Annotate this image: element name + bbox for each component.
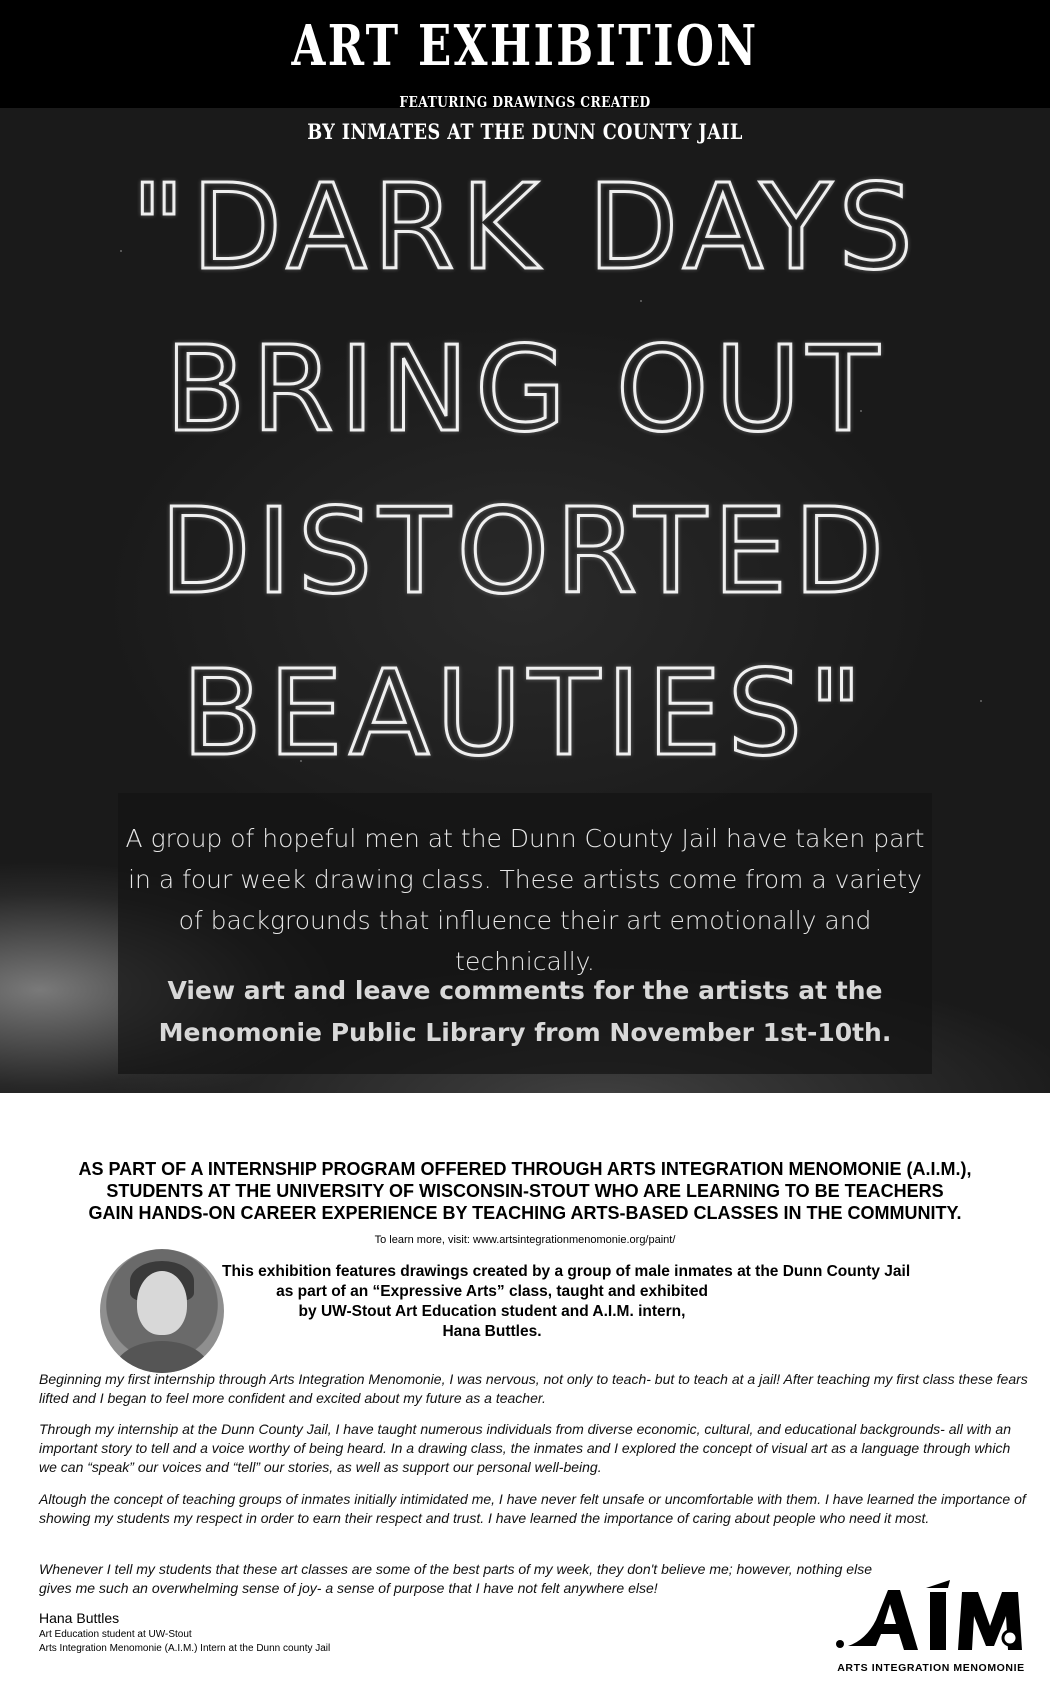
signature-line-2: Arts Integration Menomonie (A.I.M.) Intern at the Dunn county Jail: [39, 1643, 331, 1654]
paragraph-3: Altough the concept of teaching groups of inmates initially intimidated me, I have never felt unsafe or uncomfortable with them. I have learned the importance of showing my students my respect in order to earn their respect and trust. I have learned the importance of caring about people who need it most.: [39, 1491, 1026, 1526]
paragraph-1: Beginning my first internship through Arts Integration Menomonie, I was nervous, not only to teach- but to teach at a jail! After teaching my first class these fears lifted and I began to feel more confident and excited about my future as a teacher.: [39, 1371, 1028, 1406]
quote-line-4: BEAUTIES": [181, 644, 869, 782]
quote-line-1: "DARK DAYS: [131, 158, 919, 296]
quote-line-2: BRING OUT: [164, 320, 886, 458]
paragraph-2: Through my internship at the Dunn County Jail, I have taught numerous individuals from diverse economic, cultural, and educational backgrounds- all with an important story to tell and a voice worthy of being heard. In a drawing class, the inmates and I explored the concept of visual art as a language through which we can “speak” our voices and “tell” our stories, as well as support our personal well-being.: [39, 1421, 1011, 1475]
portrait-face: [137, 1271, 187, 1335]
signature-line-1: Art Education student at UW-Stout: [39, 1629, 192, 1640]
subtitle-line-1: FEATURING DRAWINGS CREATED: [399, 93, 651, 111]
exhibit-note: [222, 1262, 911, 1342]
portrait-body: [114, 1341, 210, 1373]
exhibit-line-2: as part of an “Expressive Arts” class, taught and exhibited: [276, 1283, 708, 1300]
description-text: A group of hopeful men at the Dunn County Jail have taken part in a four week drawing class. These artists come from a variety of backgrounds that influence their art emotionally and technically.: [125, 824, 925, 976]
dust-speck: [640, 300, 642, 302]
logo-caption: ARTS INTEGRATION MENOMONIE: [837, 1662, 1025, 1674]
exhibit-line-4: Hana Buttles.: [442, 1323, 542, 1340]
program-line-1: AS PART OF A INTERNSHIP PROGRAM OFFERED THROUGH ARTS INTEGRATION MENOMONIE (A.I.M.),: [78, 1159, 972, 1179]
quote-line-3: DISTORTED: [159, 482, 891, 620]
program-line-3: GAIN HANDS-ON CAREER EXPERIENCE BY TEACHING ARTS-BASED CLASSES IN THE COMMUNITY.: [88, 1203, 962, 1223]
signature-name: Hana Buttles: [39, 1610, 120, 1626]
subtitle-line-2: BY INMATES AT THE DUNN COUNTY JAIL: [307, 119, 743, 144]
call-to-action: View art and leave comments for the artists at the Menomonie Public Library from November 1st-10th.: [158, 976, 892, 1047]
exhibit-line-1: This exhibition features drawings created by a group of male inmates at the Dunn County Jail: [222, 1263, 911, 1280]
program-statement: [0, 1158, 1050, 1224]
page-title: ART EXHIBITION: [291, 13, 759, 79]
program-line-2: STUDENTS AT THE UNIVERSITY OF WISCONSIN-STOUT WHO ARE LEARNING TO BE TEACHERS: [106, 1181, 944, 1201]
exhibit-line-3: by UW-Stout Art Education student and A.I.M. intern,: [298, 1303, 686, 1320]
learn-more-text: To learn more, visit: www.artsintegrationmenomonie.org/paint/: [374, 1234, 676, 1246]
portrait-photo: [100, 1249, 224, 1373]
paragraph-4: Whenever I tell my students that these art classes are some of the best parts of my week, they don't believe me; however, nothing else gives me such an overwhelming sense of joy- a sense of purpose that I have not felt anywhere else!: [39, 1561, 872, 1596]
